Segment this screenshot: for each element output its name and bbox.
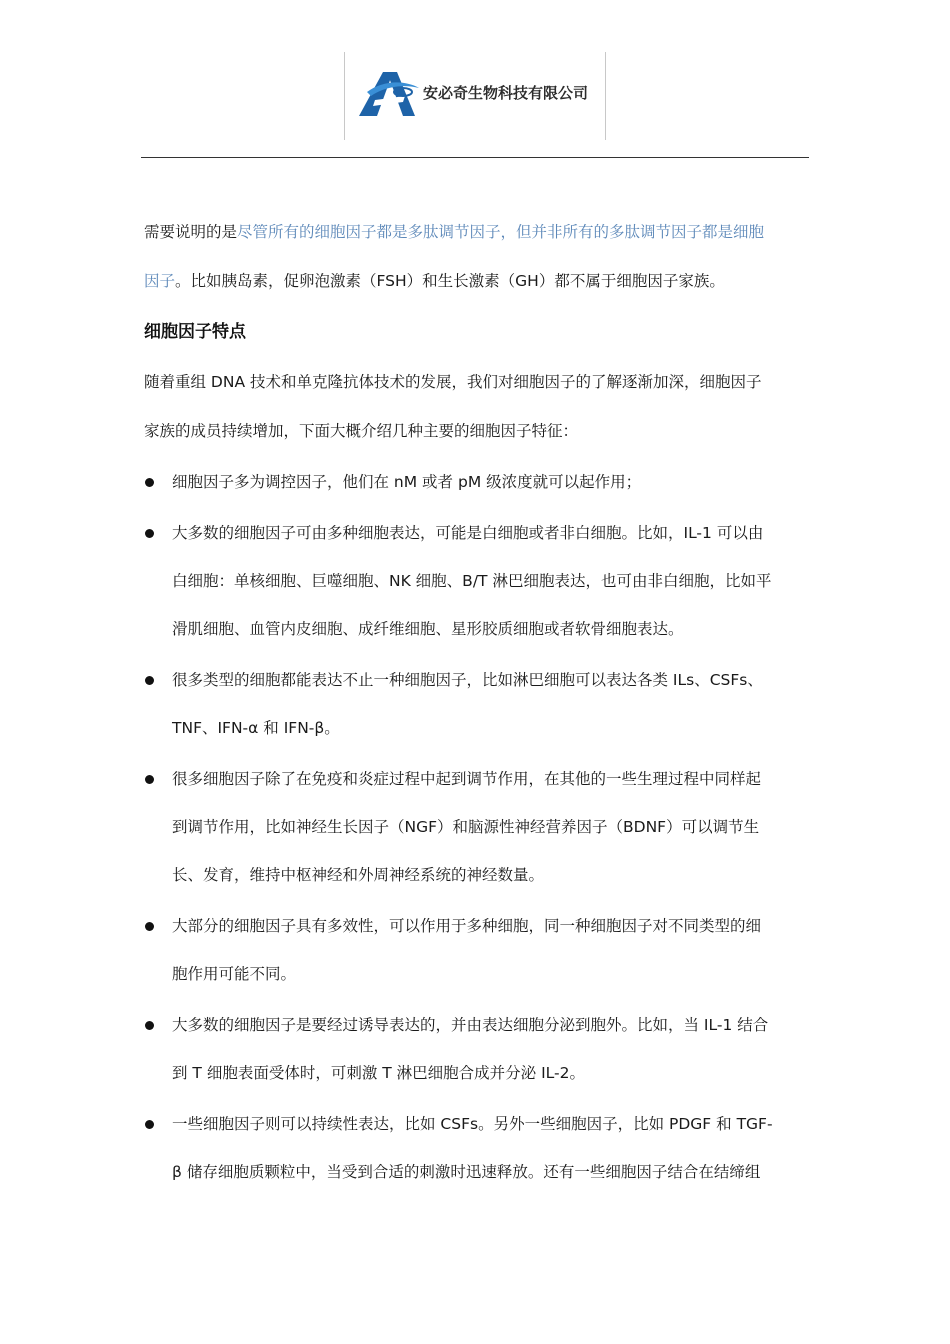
header-divider — [141, 157, 809, 158]
list-item-line: 胞作用可能不同。 — [172, 965, 297, 983]
list-item-line: 到调节作用，比如神经生长因子（NGF）和脑源性神经营养因子（BDNF）可以调节生 — [172, 818, 760, 836]
section-intro-line: 随着重组 DNA 技术和单克隆抗体技术的发展，我们对细胞因子的了解逐渐加深，细胞因子 — [144, 373, 762, 391]
list-item — [144, 902, 816, 998]
section-intro-paragraph — [144, 358, 816, 456]
intro-text-before: 需要说明的是 — [144, 223, 238, 241]
list-item — [144, 755, 816, 899]
bullet-icon — [145, 775, 154, 784]
document-body — [144, 208, 816, 1199]
list-item-line: 长、发育，维持中枢神经和外周神经系统的神经数量。 — [172, 866, 545, 884]
intro-link-line1[interactable]: 尽管所有的细胞因子都是多肽调节因子，但并非所有的多肽调节因子都是细胞 — [237, 223, 765, 241]
list-item-line: 大多数的细胞因子是要经过诱导表达的，并由表达细胞分泌到胞外。比如，当 IL-1 结合 — [172, 1016, 769, 1034]
list-item-line: 大多数的细胞因子可由多种细胞表达，可能是白细胞或者非白细胞。比如，IL-1 可以由 — [172, 524, 764, 542]
page-header — [0, 0, 950, 160]
section-intro-line: 家族的成员持续增加，下面大概介绍几种主要的细胞因子特征： — [144, 422, 579, 440]
bullet-icon — [145, 529, 154, 538]
bullet-icon — [145, 1021, 154, 1030]
list-item — [144, 458, 816, 506]
bullet-icon — [145, 478, 154, 487]
intro-link-line2[interactable]: 因子 — [144, 272, 176, 290]
list-item — [144, 656, 816, 752]
company-name: 安必奇生物科技有限公司 — [423, 84, 589, 102]
company-logo-box — [344, 52, 606, 140]
list-item-line: 大部分的细胞因子具有多效性，可以作用于多种细胞，同一种细胞因子对不同类型的细 — [172, 917, 762, 935]
bullet-icon — [145, 922, 154, 931]
list-item-line: 到 T 细胞表面受体时，可刺激 T 淋巴细胞合成并分泌 IL-2。 — [172, 1064, 585, 1082]
list-item-line: β 储存细胞质颗粒中，当受到合适的刺激时迅速释放。还有一些细胞因子结合在结缔组 — [172, 1163, 761, 1181]
list-item — [144, 509, 816, 653]
intro-paragraph — [144, 208, 816, 306]
company-logo-icon — [353, 66, 423, 122]
intro-text-after: 。比如胰岛素，促卵泡激素（FSH）和生长激素（GH）都不属于细胞因子家族。 — [175, 272, 725, 290]
list-item-line: TNF、IFN-α 和 IFN-β。 — [172, 719, 340, 737]
list-item-line: 滑肌细胞、血管内皮细胞、成纤维细胞、星形胶质细胞或者软骨细胞表达。 — [172, 620, 684, 638]
list-item — [144, 1100, 816, 1196]
list-item-line: 白细胞：单核细胞、巨噬细胞、NK 细胞、B/T 淋巴细胞表达，也可由非白细胞，比如平 — [172, 572, 772, 590]
feature-list — [144, 458, 816, 1196]
bullet-icon — [145, 1120, 154, 1129]
list-item-line: 一些细胞因子则可以持续性表达，比如 CSFs。另外一些细胞因子，比如 PDGF 和 TGF- — [172, 1115, 773, 1133]
list-item-line: 细胞因子多为调控因子，他们在 nM 或者 pM 级浓度就可以起作用； — [172, 473, 642, 491]
bullet-icon — [145, 676, 154, 685]
list-item-line: 很多类型的细胞都能表达不止一种细胞因子，比如淋巴细胞可以表达各类 ILs、CSFs、 — [172, 671, 763, 689]
section-heading: 细胞因子特点 — [144, 322, 246, 342]
list-item-line: 很多细胞因子除了在免疫和炎症过程中起到调节作用，在其他的一些生理过程中同样起 — [172, 770, 762, 788]
list-item — [144, 1001, 816, 1097]
